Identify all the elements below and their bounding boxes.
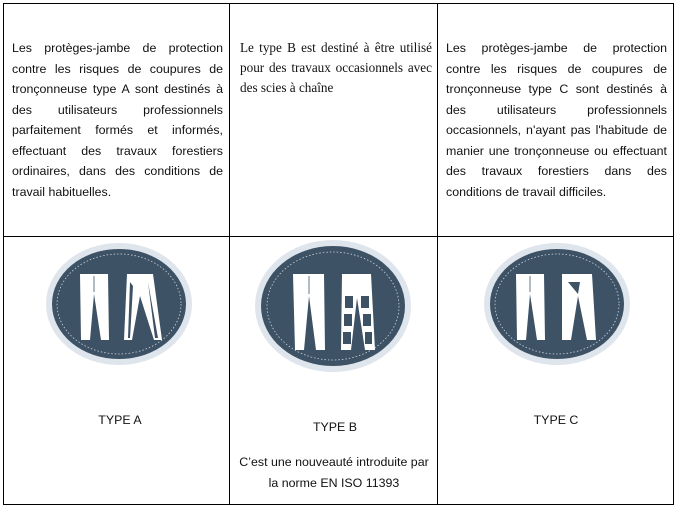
column-divider-2 [437,4,438,504]
type-a-label: TYPE A [98,413,142,427]
type-b-trousers-icon [253,238,413,374]
column-divider-1 [229,4,230,504]
type-b-note: C’est une nouveauté introduite par la norme EN ISO 11393 [239,455,429,490]
row-divider [4,236,673,237]
type-c-trousers-icon [482,242,632,366]
type-c-description: Les protèges-jambe de protection contre les risques de coupures de tronçonneuse type C sont destinés à des utilisateurs professionnels occasionnels, n'ayant pas l'habitude de manier une tronçonneuse ou effectuant des travaux forestiers dans des conditions de travail difficiles. [446,41,667,199]
type-b-description: Le type B est destiné à être utilisé pour des travaux occasionnels avec des scies à chaîne [240,40,432,95]
type-a-trousers-icon [44,242,194,366]
type-b-label: TYPE B [312,420,358,434]
type-c-label: TYPE C [533,413,579,427]
type-a-description: Les protèges-jambe de protection contre les risques de coupures de tronçonneuse type A sont destinés à des utilisateurs professionnels parfaitement formés et informés, effectuant des travaux forestiers ordinaires, dans des conditions de travail habituelles. [12,41,223,199]
